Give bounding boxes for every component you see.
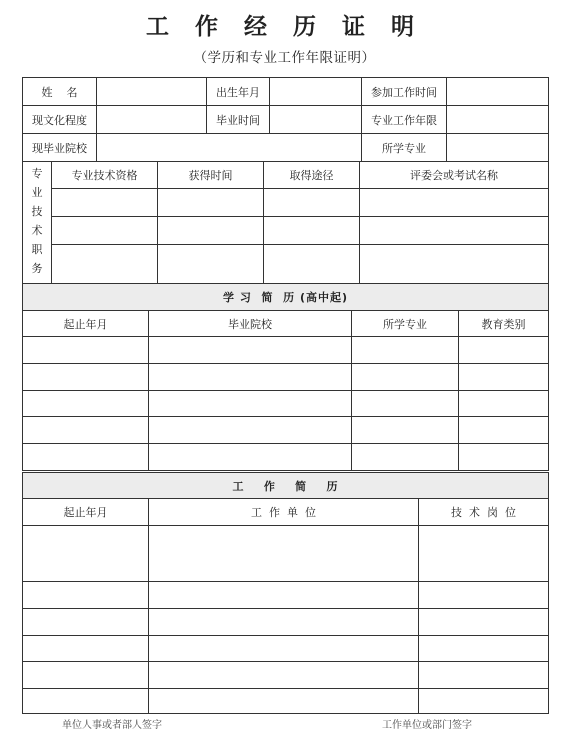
- table-cell[interactable]: [352, 364, 459, 391]
- study-history-table: [22, 283, 549, 471]
- page-title: 工 作 经 历 证 明: [145, 14, 424, 40]
- column-header: 取得途径: [264, 162, 360, 189]
- table-cell[interactable]: [419, 636, 549, 662]
- table-row: [23, 636, 549, 662]
- table-cell[interactable]: [149, 364, 352, 391]
- column-header: 工 作 单 位: [149, 499, 419, 526]
- table-cell[interactable]: [52, 217, 158, 245]
- table-cell[interactable]: [352, 444, 459, 471]
- table-cell[interactable]: [149, 337, 352, 364]
- graduation-time-field[interactable]: [270, 106, 362, 134]
- column-header: 评委会或考试名称: [360, 162, 549, 189]
- tech-position-table: [22, 161, 549, 284]
- table-cell[interactable]: [264, 245, 360, 284]
- table-cell[interactable]: [149, 609, 419, 636]
- table-cell[interactable]: [149, 636, 419, 662]
- side-char: 业: [31, 186, 43, 199]
- major-label: 所学专业: [362, 134, 447, 162]
- table-row: [23, 526, 549, 582]
- column-header: 起止年月: [23, 311, 149, 337]
- page-subtitle: （学历和专业工作年限证明）: [193, 50, 376, 66]
- table-cell[interactable]: [23, 391, 149, 417]
- side-char: 务: [31, 262, 43, 275]
- table-cell[interactable]: [158, 245, 264, 284]
- table-cell[interactable]: [459, 337, 549, 364]
- birth-date-label: 出生年月: [207, 78, 270, 106]
- side-char: 技: [31, 205, 43, 218]
- education-label: 现文化程度: [23, 106, 97, 134]
- footer-left-signature-label: 单位人事或者部人签字: [62, 720, 162, 731]
- column-header: 所学专业: [352, 311, 459, 337]
- column-header: 起止年月: [23, 499, 149, 526]
- table-cell[interactable]: [149, 444, 352, 471]
- table-cell[interactable]: [23, 337, 149, 364]
- table-cell[interactable]: [23, 444, 149, 471]
- table-cell[interactable]: [419, 689, 549, 714]
- side-char: 职: [31, 243, 43, 256]
- study-section-title: 学 习 简 历 (高中起): [23, 284, 549, 311]
- table-cell[interactable]: [459, 391, 549, 417]
- table-row: [23, 444, 549, 471]
- table-cell[interactable]: [52, 245, 158, 284]
- table-cell[interactable]: [352, 391, 459, 417]
- table-row: [23, 217, 549, 245]
- work-section-title: 工 作 简 历: [23, 473, 549, 499]
- table-cell[interactable]: [419, 582, 549, 609]
- table-row: [23, 689, 549, 714]
- column-header: 专业技术资格: [52, 162, 158, 189]
- table-row: [23, 417, 549, 444]
- name-field[interactable]: [97, 78, 207, 106]
- footer-right-signature-label: 工作单位或部门签字: [382, 720, 472, 731]
- table-cell[interactable]: [419, 526, 549, 582]
- column-header: 教育类别: [459, 311, 549, 337]
- side-char: 术: [31, 224, 43, 237]
- work-years-label: 专业工作年限: [362, 106, 447, 134]
- side-char: 专: [31, 167, 43, 180]
- table-cell[interactable]: [149, 689, 419, 714]
- column-header: 毕业院校: [149, 311, 352, 337]
- table-cell[interactable]: [264, 217, 360, 245]
- table-cell[interactable]: [360, 245, 549, 284]
- table-cell[interactable]: [149, 582, 419, 609]
- birth-date-field[interactable]: [270, 78, 362, 106]
- tech-position-side-label: [23, 162, 52, 284]
- table-cell[interactable]: [23, 662, 149, 689]
- table-cell[interactable]: [264, 189, 360, 217]
- personal-info-table: [22, 77, 549, 162]
- table-cell[interactable]: [23, 526, 149, 582]
- table-cell[interactable]: [419, 609, 549, 636]
- table-cell[interactable]: [352, 417, 459, 444]
- table-cell[interactable]: [459, 444, 549, 471]
- table-cell[interactable]: [360, 189, 549, 217]
- table-cell[interactable]: [459, 417, 549, 444]
- table-cell[interactable]: [23, 582, 149, 609]
- table-row: [23, 662, 549, 689]
- work-history-table: [22, 472, 549, 714]
- table-cell[interactable]: [149, 526, 419, 582]
- major-field[interactable]: [447, 134, 549, 162]
- table-cell[interactable]: [149, 417, 352, 444]
- table-cell[interactable]: [23, 417, 149, 444]
- table-row: [23, 582, 549, 609]
- graduation-time-label: 毕业时间: [207, 106, 270, 134]
- column-header: 获得时间: [158, 162, 264, 189]
- work-start-field[interactable]: [447, 78, 549, 106]
- table-cell[interactable]: [158, 189, 264, 217]
- table-cell[interactable]: [149, 662, 419, 689]
- table-cell[interactable]: [23, 364, 149, 391]
- school-field[interactable]: [97, 134, 362, 162]
- table-row: [23, 364, 549, 391]
- name-label: 姓 名: [23, 78, 97, 106]
- table-cell[interactable]: [23, 609, 149, 636]
- education-field[interactable]: [97, 106, 207, 134]
- table-cell[interactable]: [52, 189, 158, 217]
- table-row: [23, 245, 549, 284]
- school-label: 现毕业院校: [23, 134, 97, 162]
- table-row: [23, 391, 549, 417]
- table-row: [23, 337, 549, 364]
- table-cell[interactable]: [149, 391, 352, 417]
- column-header: 技 术 岗 位: [419, 499, 549, 526]
- table-cell[interactable]: [23, 689, 149, 714]
- table-cell[interactable]: [158, 217, 264, 245]
- table-cell[interactable]: [419, 662, 549, 689]
- work-start-label: 参加工作时间: [362, 78, 447, 106]
- table-cell[interactable]: [352, 337, 459, 364]
- table-cell[interactable]: [23, 636, 149, 662]
- table-row: [23, 609, 549, 636]
- table-row: [23, 189, 549, 217]
- work-years-field[interactable]: [447, 106, 549, 134]
- table-cell[interactable]: [360, 217, 549, 245]
- table-cell[interactable]: [459, 364, 549, 391]
